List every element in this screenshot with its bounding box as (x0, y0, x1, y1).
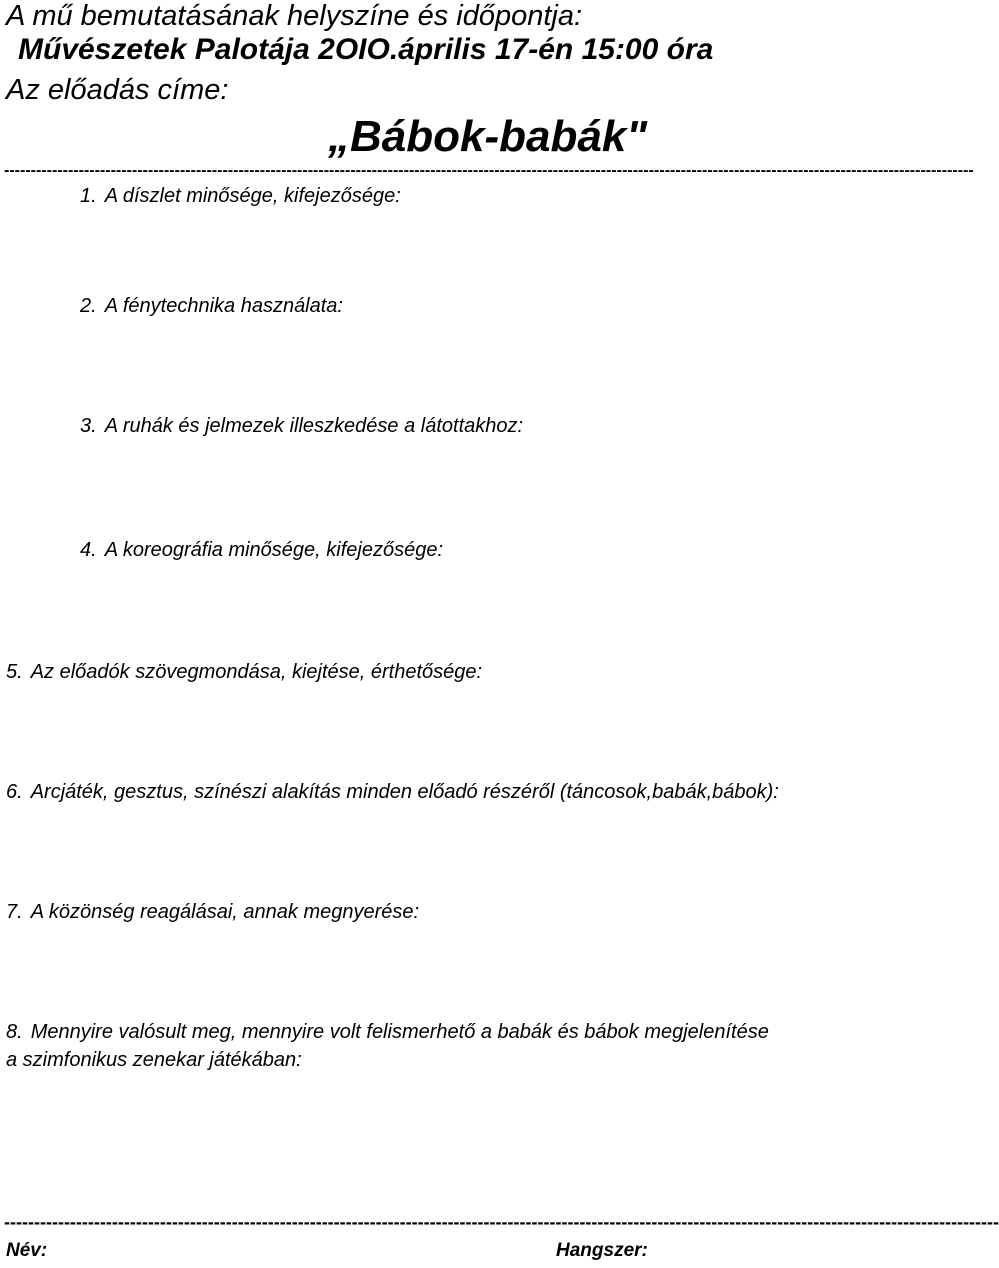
venue-label: A mű bemutatásának helyszíne és időpontja: (6, 0, 583, 32)
question-number: 5. (6, 661, 23, 683)
question-4 (80, 536, 443, 564)
separator-top: -------------------------------------------------------------------------------------------------------------------------------------------------------------------------------------- (4, 162, 974, 179)
question-number: 7. (6, 901, 23, 923)
question-text: A díszlet minősége, kifejezősége: (104, 185, 401, 207)
question-1 (80, 182, 401, 210)
question-number: 4. (80, 539, 97, 561)
question-text: A ruhák és jelmezek illeszkedése a látottakhoz: (104, 415, 524, 437)
question-8-continuation: a szimfonikus zenekar játékában: (6, 1049, 302, 1071)
question-text: A fénytechnika használata: (104, 295, 343, 317)
question-7 (6, 898, 419, 926)
question-text: Mennyire valósult meg, mennyire volt felismerhető a babák és bábok megjelenítése (30, 1021, 769, 1043)
title-label: Az előadás címe: (6, 74, 229, 106)
question-text: A koreográfia minősége, kifejezősége: (104, 539, 444, 561)
question-2 (80, 292, 343, 320)
instrument-label: Hangszer: (556, 1240, 648, 1261)
separator-bottom: ---------------------------------------------------------------------------------------------------------------------------------------------------------------------- (4, 1212, 999, 1232)
question-8 (6, 1018, 769, 1046)
name-label: Név: (6, 1240, 48, 1261)
question-5 (6, 658, 482, 686)
question-text: A közönség reagálásai, annak megnyerése: (30, 901, 420, 923)
question-3 (80, 412, 523, 440)
question-6 (6, 778, 779, 806)
question-number: 6. (6, 781, 23, 803)
question-text: Az előadók szövegmondása, kiejtése, érthetősége: (30, 661, 483, 683)
question-number: 8. (6, 1021, 23, 1043)
question-number: 2. (80, 295, 97, 317)
question-text: Arcjáték, gesztus, színészi alakítás minden előadó részéről (táncosok,babák,bábok): (30, 781, 779, 803)
question-number: 1. (80, 185, 97, 207)
venue-value: Művészetek Palotája 2OIO.április 17-én 15:00 óra (18, 33, 714, 66)
question-number: 3. (80, 415, 97, 437)
play-title: „Bábok-babák" (328, 112, 648, 161)
